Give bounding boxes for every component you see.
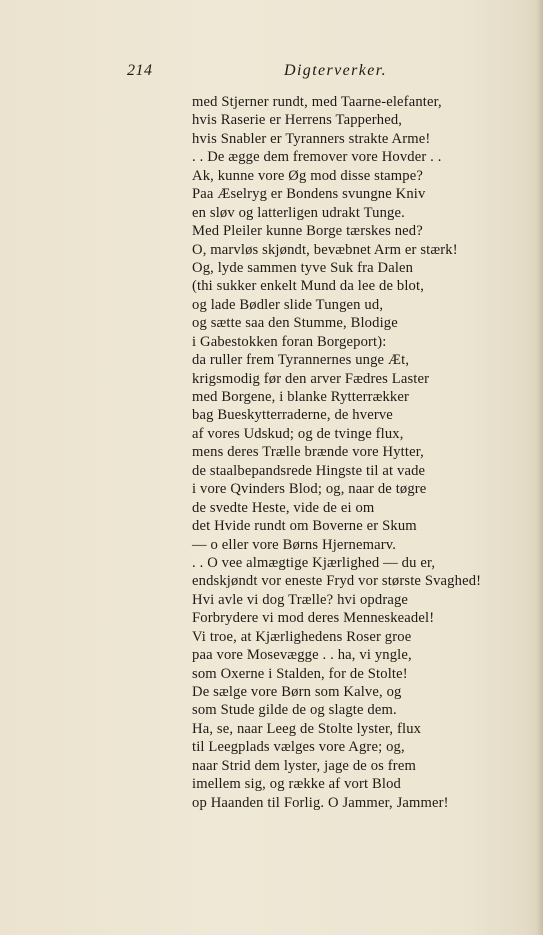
poem-line: mens deres Trælle brænde vore Hytter,	[192, 444, 424, 461]
poem-line: imellem sig, og række af vort Blod	[192, 776, 401, 793]
poem-line: hvis Snabler er Tyranners strakte Arme!	[192, 130, 431, 147]
poem-line: Med Pleiler kunne Borge tærskes ned?	[192, 223, 423, 240]
poem-line: hvis Raserie er Herrens Tapperhed,	[192, 112, 403, 129]
poem-line: De sælge vore Børn som Kalve, og	[192, 684, 402, 700]
poem-line: paa vore Mosevægge . . ha, vi yngle,	[192, 647, 412, 664]
poem-line: Vi troe, at Kjærlighedens Roser groe	[192, 628, 412, 645]
poem-line: med Borgene, i blanke Rytterrækker	[192, 389, 410, 405]
poem-line: Hvi avle vi dog Trælle? hvi opdrage	[192, 591, 409, 608]
poem-line: naar Strid dem lyster, jage de os frem	[192, 757, 416, 774]
poem-line: i vore Qvinders Blod; og, naar de tøgre	[192, 481, 427, 498]
poem-line: . . O vee almægtige Kjærlighed — du er,	[192, 554, 436, 571]
poem-line: Ak, kunne vore Øg mod disse stampe?	[192, 167, 424, 184]
poem-line: med Stjerner rundt, med Taarne-elefanter,	[192, 94, 442, 110]
running-title: Digterverker.	[284, 62, 388, 79]
page-number: 214	[127, 62, 153, 79]
poem-line: de staalbepandsrede Hingste til at vade	[192, 462, 426, 479]
poem-text	[192, 93, 537, 812]
poem-line: Paa Æselryg er Bondens svungne Kniv	[192, 186, 426, 203]
poem-line: Og, lyde sammen tyve Suk fra Dalen	[192, 259, 414, 276]
poem-line: en sløv og latterligen udrakt Tunge.	[192, 204, 405, 221]
poem-line: Ha, se, naar Leeg de Stolte lyster, flux	[192, 720, 422, 737]
poem-line: — o eller vore Børns Hjernemarv.	[192, 536, 397, 553]
poem-line: som Stude gilde de og slagte dem.	[192, 702, 397, 719]
poem-line: og sætte saa den Stumme, Blodige	[192, 315, 398, 332]
poem-line: til Leegplads vælges vore Agre; og,	[192, 739, 405, 756]
page-edge-shadow	[537, 0, 543, 935]
poem-line: . . De ægge dem fremover vore Hovder . .	[192, 149, 442, 166]
page-header	[0, 62, 543, 86]
poem-line: (thi sukker enkelt Mund da lee de blot,	[192, 278, 424, 295]
poem-line: det Hvide rundt om Boverne er Skum	[192, 518, 417, 535]
poem-line: op Haanden til Forlig. O Jammer, Jammer!	[192, 794, 449, 811]
poem-line: bag Bueskytterraderne, de hverve	[192, 407, 393, 424]
poem-line: krigsmodig før den arver Fædres Laster	[192, 370, 430, 387]
poem-line: i Gabestokken foran Borgeport):	[192, 333, 387, 350]
poem-line: som Oxerne i Stalden, for de Stolte!	[192, 665, 408, 682]
poem-line: da ruller frem Tyrannernes unge Æt,	[192, 352, 410, 369]
poem-line: og lade Bødler slide Tungen ud,	[192, 296, 384, 313]
poem-line: af vores Udskud; og de tvinge flux,	[192, 425, 404, 442]
poem-line: O, marvløs skjøndt, bevæbnet Arm er stærk!	[192, 241, 458, 258]
poem-line: de svedte Heste, vide de ei om	[192, 499, 375, 516]
poem-line: Forbrydere vi mod deres Menneskeadel!	[192, 610, 435, 627]
poem-line: endskjøndt vor eneste Fryd vor største Svaghed!	[192, 573, 482, 590]
